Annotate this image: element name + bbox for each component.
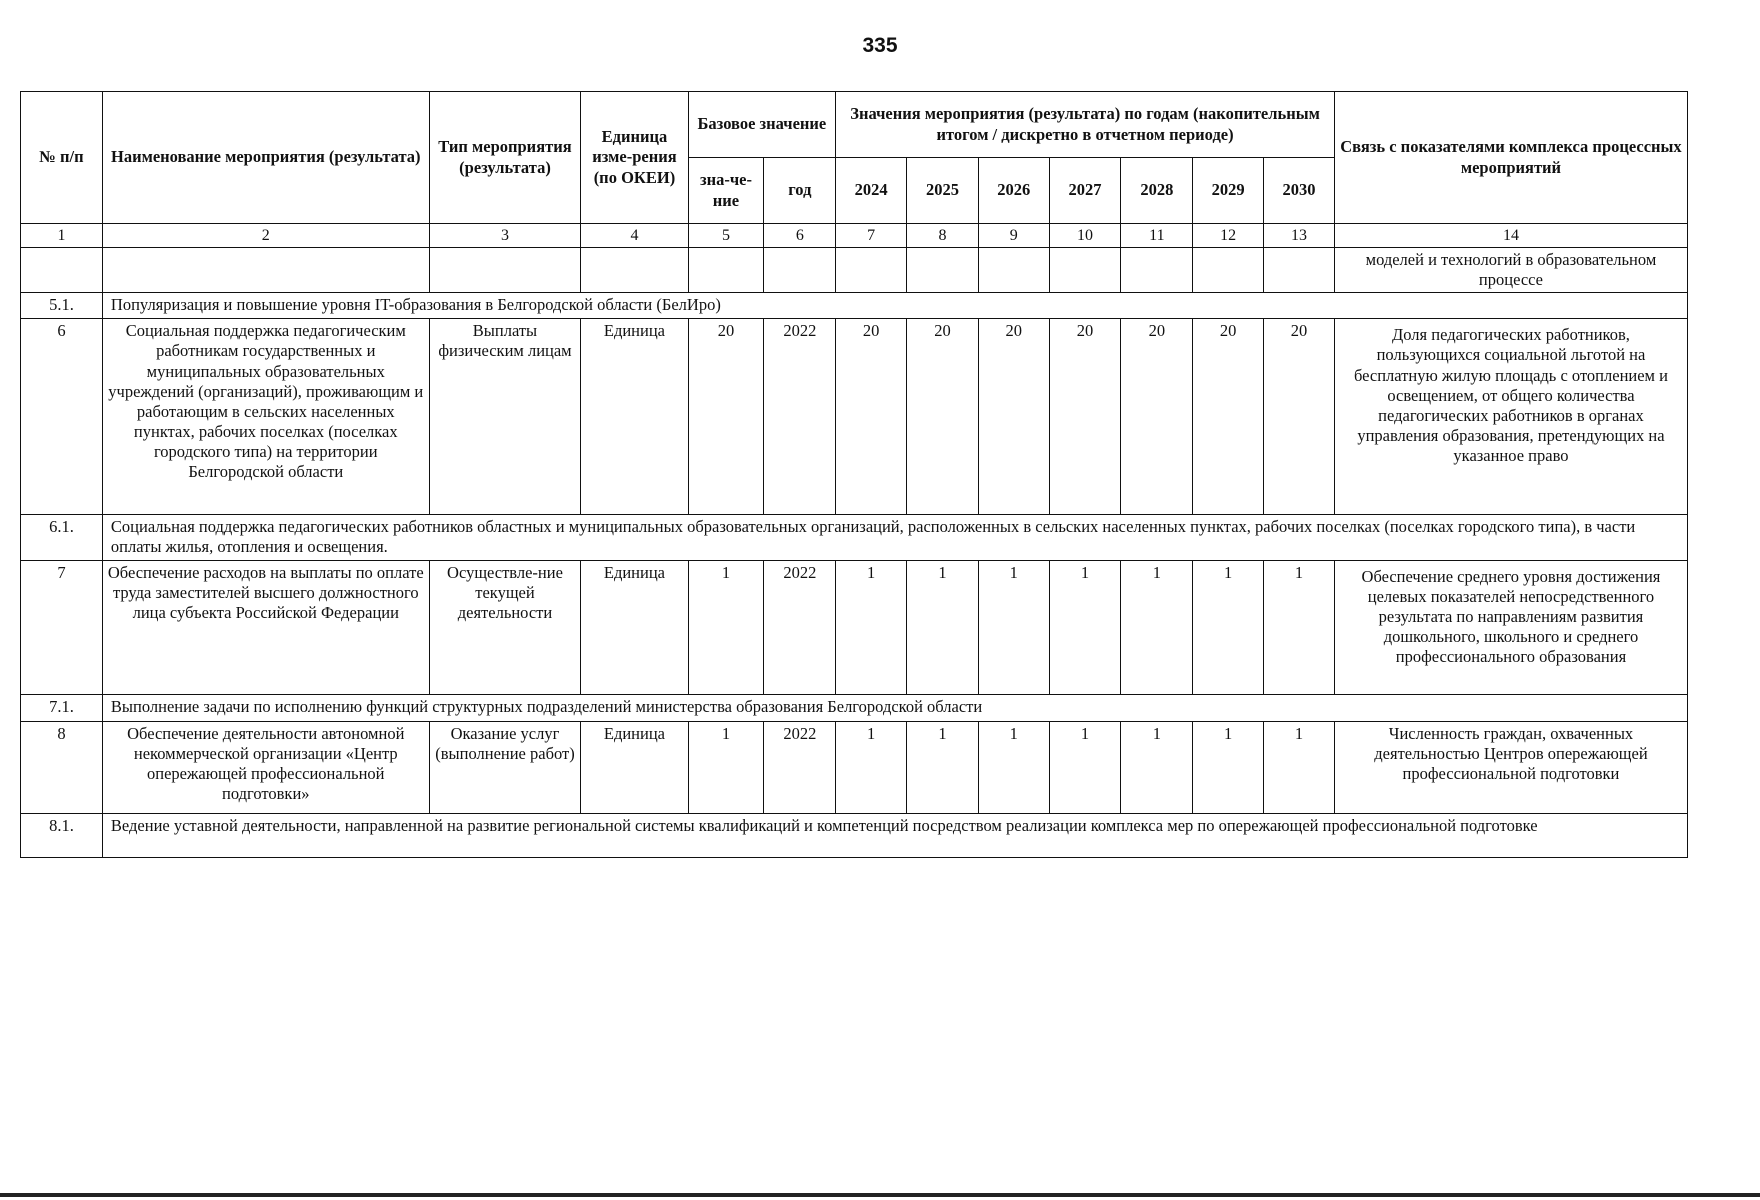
section-row-7-1	[21, 694, 1688, 721]
value-2024: 1	[836, 721, 907, 813]
base-value: 1	[688, 560, 764, 694]
measure-name: Обеспечение расходов на выплаты по оплате труда заместителей высшего должностного лица субъекта Российской Федерации	[102, 560, 429, 694]
header-year-2029: 2029	[1193, 158, 1264, 224]
column-number: 7	[836, 224, 907, 248]
value-2026: 1	[978, 721, 1049, 813]
column-number: 3	[429, 224, 581, 248]
measure-type: Осуществле-ние текущей деятельности	[429, 560, 581, 694]
section-num: 7.1.	[21, 694, 103, 721]
indicator-link: Обеспечение среднего уровня достижения целевых показателей непосредственного результата по направлениям развития дошкольного, школьного и среднего профессионального образования	[1334, 560, 1687, 694]
header-year-2026: 2026	[978, 158, 1049, 224]
column-number: 13	[1264, 224, 1335, 248]
value-2029: 1	[1193, 560, 1264, 694]
table-row-8	[21, 721, 1688, 813]
value-2024: 1	[836, 560, 907, 694]
section-text: Социальная поддержка педагогических работников областных и муниципальных образовательных организаций, расположенных в сельских населенных пунктах, рабочих поселках (поселках городского типа), в части оплаты жилья, отопления и освещения.	[102, 515, 1687, 560]
continuation-row	[21, 248, 1688, 293]
measure-unit: Единица	[581, 319, 688, 515]
header-values: Значения мероприятия (результата) по годам (накопительным итогом / дискретно в отчетном периоде)	[836, 92, 1335, 158]
section-row-8-1	[21, 813, 1688, 857]
header-base-value: зна-че-ние	[688, 158, 764, 224]
header-year-2028: 2028	[1121, 158, 1193, 224]
value-2027: 20	[1049, 319, 1121, 515]
column-numbers-row	[21, 224, 1688, 248]
value-2030: 20	[1264, 319, 1335, 515]
value-2030: 1	[1264, 721, 1335, 813]
header-base: Базовое значение	[688, 92, 836, 158]
section-num: 5.1.	[21, 293, 103, 319]
row-num: 8	[21, 721, 103, 813]
value-2029: 1	[1193, 721, 1264, 813]
section-text: Популяризация и повышение уровня IT-образования в Белгородской области (БелИро)	[102, 293, 1687, 319]
base-value: 20	[688, 319, 764, 515]
section-text: Выполнение задачи по исполнению функций структурных подразделений министерства образования Белгородской области	[102, 694, 1687, 721]
value-2027: 1	[1049, 721, 1121, 813]
column-number: 11	[1121, 224, 1193, 248]
column-number: 5	[688, 224, 764, 248]
page-number: 335	[862, 34, 898, 57]
base-year: 2022	[764, 560, 836, 694]
measure-name: Обеспечение деятельности автономной некоммерческой организации «Центр опережающей профессиональной подготовки»	[102, 721, 429, 813]
column-number: 2	[102, 224, 429, 248]
section-num: 8.1.	[21, 813, 103, 857]
measure-unit: Единица	[581, 721, 688, 813]
header-type: Тип мероприятия (результата)	[429, 92, 581, 224]
measure-type: Оказание услуг (выполнение работ)	[429, 721, 581, 813]
column-number: 8	[907, 224, 979, 248]
header-link: Связь с показателями комплекса процессных мероприятий	[1334, 92, 1687, 224]
value-2027: 1	[1049, 560, 1121, 694]
section-row-6-1	[21, 515, 1688, 560]
value-2025: 20	[907, 319, 979, 515]
header-row-1	[21, 92, 1688, 158]
base-value: 1	[688, 721, 764, 813]
value-2026: 1	[978, 560, 1049, 694]
section-row-5-1	[21, 293, 1688, 319]
header-year-2024: 2024	[836, 158, 907, 224]
value-2024: 20	[836, 319, 907, 515]
column-number: 6	[764, 224, 836, 248]
section-text: Ведение уставной деятельности, направленной на развитие региональной системы квалификаций и компетенций посредством реализации комплекса мер по опережающей профессиональной подготовке	[102, 813, 1687, 857]
continuation-link: моделей и технологий в образовательном процессе	[1334, 248, 1687, 293]
measure-type: Выплаты физическим лицам	[429, 319, 581, 515]
measures-table	[20, 91, 1688, 858]
header-name: Наименование мероприятия (результата)	[102, 92, 429, 224]
header-year-2025: 2025	[907, 158, 979, 224]
column-number: 14	[1334, 224, 1687, 248]
measure-name: Социальная поддержка педагогическим работникам государственных и муниципальных образовательных учреждений (организаций), проживающим и работающим в сельских населенных пунктах, рабочих поселках (поселках городского типа) на территории Белгородской области	[102, 319, 429, 515]
header-year-2030: 2030	[1264, 158, 1335, 224]
column-number: 10	[1049, 224, 1121, 248]
table-row-6	[21, 319, 1688, 515]
value-2028: 20	[1121, 319, 1193, 515]
column-number: 1	[21, 224, 103, 248]
value-2025: 1	[907, 560, 979, 694]
table-row-7	[21, 560, 1688, 694]
value-2030: 1	[1264, 560, 1335, 694]
header-base-year: год	[764, 158, 836, 224]
header-year-2027: 2027	[1049, 158, 1121, 224]
row-num: 7	[21, 560, 103, 694]
value-2026: 20	[978, 319, 1049, 515]
column-number: 4	[581, 224, 688, 248]
base-year: 2022	[764, 319, 836, 515]
value-2029: 20	[1193, 319, 1264, 515]
measure-unit: Единица	[581, 560, 688, 694]
row-num: 6	[21, 319, 103, 515]
column-number: 9	[978, 224, 1049, 248]
indicator-link: Доля педагогических работников, пользующихся социальной льготой на бесплатную жилую площадь с отоплением и освещением, от общего количества педагогических работников в органах управления образования, претендующих на указанное право	[1334, 319, 1687, 515]
base-year: 2022	[764, 721, 836, 813]
header-unit: Единица изме-рения (по ОКЕИ)	[581, 92, 688, 224]
page-bottom-edge	[0, 1193, 1760, 1197]
section-num: 6.1.	[21, 515, 103, 560]
indicator-link: Численность граждан, охваченных деятельностью Центров опережающей профессиональной подготовки	[1334, 721, 1687, 813]
column-number: 12	[1193, 224, 1264, 248]
value-2028: 1	[1121, 560, 1193, 694]
value-2028: 1	[1121, 721, 1193, 813]
header-num: № п/п	[21, 92, 103, 224]
value-2025: 1	[907, 721, 979, 813]
